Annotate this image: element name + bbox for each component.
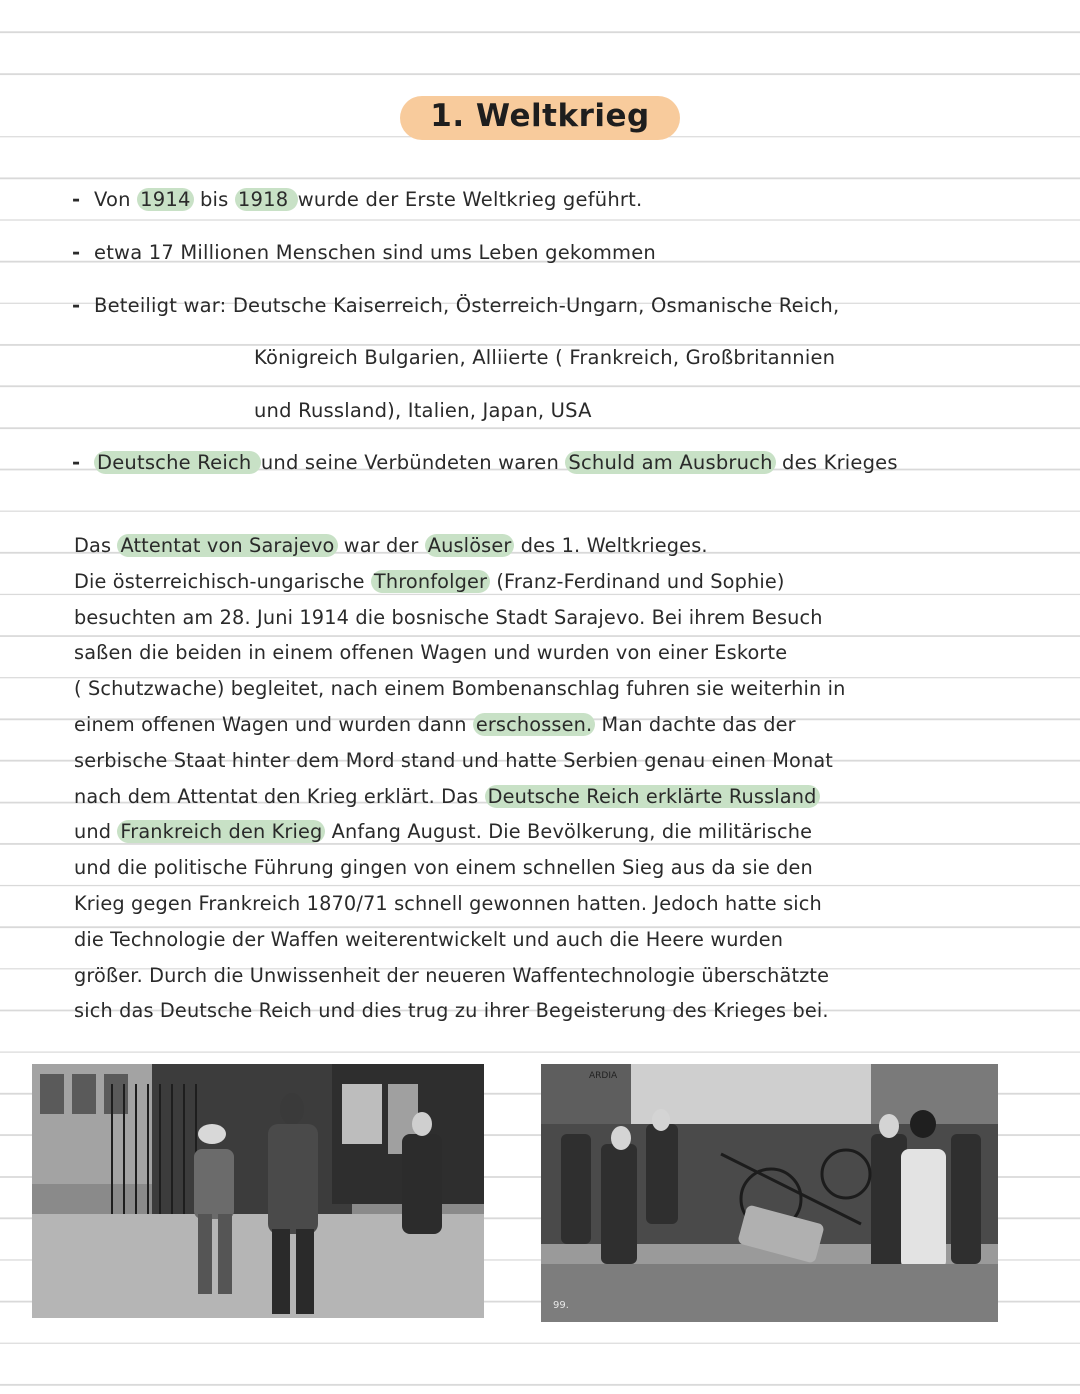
photo-sarajevo bbox=[541, 1064, 998, 1322]
para-line: serbische Staat hinter dem Mord stand und hatte Serbien genau einen Monat bbox=[74, 748, 834, 772]
highlight-deutsche-reich: Deutsche Reich bbox=[94, 451, 261, 474]
para-line: und Frankreich den Krieg Anfang August. Die Bevölkerung, die militärische bbox=[74, 820, 813, 844]
para-line: einem offenen Wagen und wurden dann erschossen. Man dachte das der bbox=[74, 712, 796, 736]
para-line: besuchten am 28. Juni 1914 die bosnische Stadt Sarajevo. Bei ihrem Besuch bbox=[74, 605, 823, 629]
para-line: Krieg gegen Frankreich 1870/71 schnell gewonnen hatten. Jedoch hatte sich bbox=[74, 891, 822, 915]
para-line: die Technologie der Waffen weiterentwickelt und auch die Heere wurden bbox=[74, 927, 784, 951]
title-container bbox=[0, 96, 1080, 140]
highlight-thronfolger: Thronfolger bbox=[371, 570, 490, 593]
photo-number: 99. bbox=[553, 1300, 569, 1311]
page-title: 1. Weltkrieg bbox=[400, 96, 679, 140]
para-line: Das Attentat von Sarajevo war der Auslöser des 1. Weltkrieges. bbox=[74, 534, 708, 557]
bullet-3: - Beteiligt war: Deutsche Kaiserreich, Österreich-Ungarn, Osmanische Reich, bbox=[72, 294, 840, 317]
para-line: und die politische Führung gingen von einem schnellen Sieg aus da sie den bbox=[74, 856, 813, 880]
para-line: nach dem Attentat den Krieg erklärt. Das Deutsche Reich erklärte Russland bbox=[74, 779, 1034, 815]
bullet-4: - Deutsche Reich und seine Verbündeten waren Schuld am Ausbruch des Krieges bbox=[72, 451, 898, 474]
bullet-3-line-3: und Russland), Italien, Japan, USA bbox=[254, 399, 592, 422]
highlight-ausloeser: Auslöser bbox=[425, 534, 515, 557]
bullet-1: - Von 1914 bis 1918 wurde der Erste Weltkrieg geführt. bbox=[72, 188, 643, 211]
highlight-erschossen: erschossen. bbox=[473, 713, 595, 736]
highlight-reich-russland: Deutsche Reich erklärte Russland bbox=[485, 785, 820, 808]
para-line: saßen die beiden in einem offenen Wagen und wurden von einer Eskorte bbox=[74, 641, 788, 665]
para-line: größer. Durch die Unwissenheit der neueren Waffentechnologie überschätzte bbox=[74, 963, 830, 987]
highlight-attentat: Attentat von Sarajevo bbox=[117, 534, 337, 557]
highlight-schuld: Schuld am Ausbruch bbox=[565, 451, 775, 474]
main-paragraph bbox=[74, 528, 1034, 1029]
highlight-1918: 1918 bbox=[235, 188, 298, 211]
para-line: sich das Deutsche Reich und dies trug zu ihrer Begeisterung des Krieges bei. bbox=[74, 999, 829, 1023]
bullet-3-line-2: Königreich Bulgarien, Alliierte ( Frankreich, Großbritannien bbox=[254, 346, 836, 369]
para-line: Die österreichisch-ungarische Thronfolger (Franz-Ferdinand und Sophie) bbox=[74, 569, 785, 593]
highlight-1914: 1914 bbox=[137, 188, 193, 211]
photo-sign-text: ARDIA bbox=[589, 1071, 618, 1081]
highlight-frankreich-krieg: Frankreich den Krieg bbox=[117, 820, 325, 843]
para-line: ( Schutzwache) begleitet, nach einem Bombenanschlag fuhren sie weiterhin in bbox=[74, 677, 846, 701]
bullet-2: - etwa 17 Millionen Menschen sind ums Leben gekommen bbox=[72, 241, 656, 264]
photo-soldiers bbox=[32, 1064, 484, 1318]
